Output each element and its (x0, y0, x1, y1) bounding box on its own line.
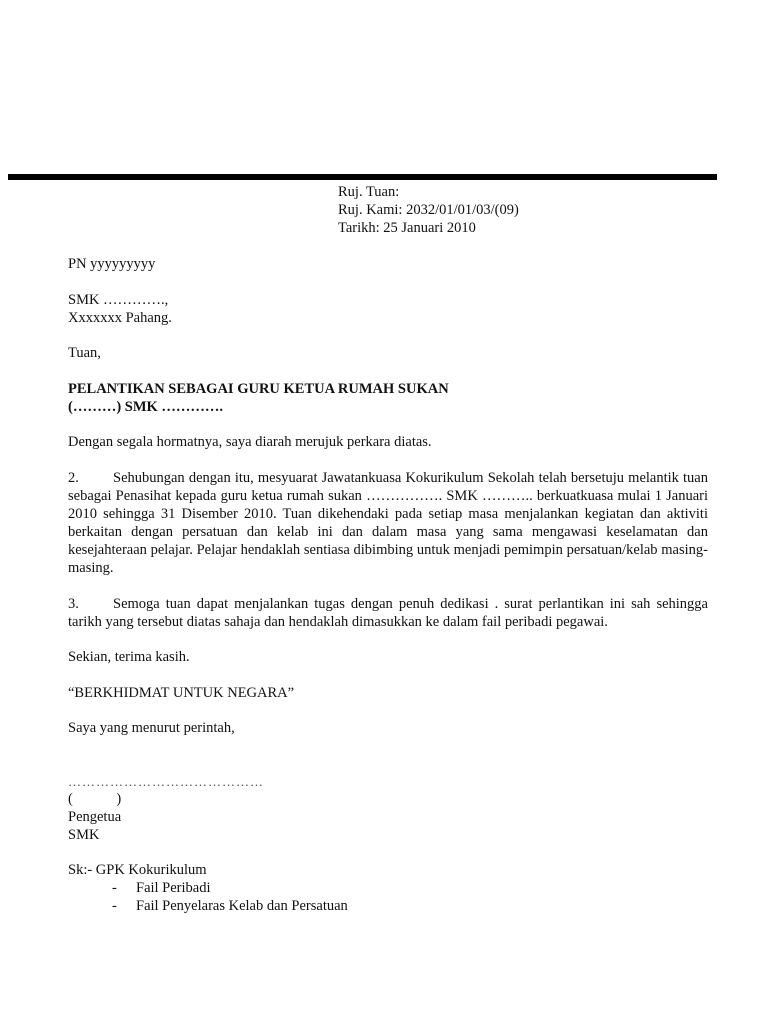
cc-item-text: Fail Peribadi (136, 880, 211, 896)
paragraph-2-text: Sehubungan dengan itu, mesyuarat Jawatankuasa Kokurikulum Sekolah telah bersetuju melantik tuan sebagai Penasihat kepada guru ketua rumah sukan ……………. SMK ……….. berkuatkuasa mulai 1 Januari 2010 sehingga 31 Disember 2010. Tuan dikehendaki pada setiap masa menjalankan kegiatan dan aktiviti berkaitan dengan persatuan dan kelab ini dan dalam masa yang sama mengawasi keselamatan dan kesejahteraan pelajar. Pelajar hendaklah sentiasa dibimbing untuk menjadi pemimpin persatuan/kelab masing-masing. (68, 470, 708, 576)
cc-item-text: Fail Penyelaras Kelab dan Persatuan (136, 898, 348, 914)
ruj-tuan: Ruj. Tuan: (338, 184, 400, 200)
paragraph-3 (68, 595, 708, 631)
cc-item (112, 879, 211, 897)
signoff: Saya yang menurut perintah, (68, 720, 235, 736)
paragraph-3-number: 3. (68, 596, 79, 612)
signature-line: …………………………………… (68, 774, 264, 789)
signature-block (68, 790, 121, 844)
cc-label: Sk:- GPK Kokurikulum (68, 862, 207, 878)
motto: “BERKHIDMAT UNTUK NEGARA” (68, 685, 295, 701)
closing: Sekian, terima kasih. (68, 649, 190, 665)
letterhead-divider (8, 174, 717, 180)
signature-school: SMK (68, 827, 100, 843)
recipient-school: SMK …………., (68, 292, 169, 308)
cc-item (112, 897, 348, 915)
salutation: Tuan, (68, 345, 101, 361)
signature-title: Pengetua (68, 809, 122, 825)
reference-block (338, 183, 519, 237)
opening-paragraph: Dengan segala hormatnya, saya diarah merujuk perkara diatas. (68, 434, 432, 450)
signature-name: ( ) (68, 791, 122, 807)
paragraph-2 (68, 469, 708, 577)
cc-item-dash: - (112, 898, 117, 914)
recipient-name: PN yyyyyyyyy (68, 256, 156, 272)
subject-line-1: PELANTIKAN SEBAGAI GURU KETUA RUMAH SUKAN (68, 381, 449, 397)
paragraph-3-text: Semoga tuan dapat menjalankan tugas dengan penuh dedikasi . surat perlantikan ini sah sehingga tarikh yang tersebut diatas sahaja dan hendaklah dimasukkan ke dalam fail peribadi pegawai. (68, 596, 708, 630)
ruj-kami: Ruj. Kami: 2032/01/01/03/(09) (338, 202, 519, 218)
subject-line-2: (………) SMK …………. (68, 399, 224, 415)
recipient-address (68, 291, 172, 327)
recipient-place: Xxxxxxx Pahang. (68, 310, 172, 326)
paragraph-2-number: 2. (68, 470, 79, 486)
cc-item-dash: - (112, 880, 117, 896)
subject (68, 380, 449, 416)
tarikh: Tarikh: 25 Januari 2010 (338, 220, 476, 236)
